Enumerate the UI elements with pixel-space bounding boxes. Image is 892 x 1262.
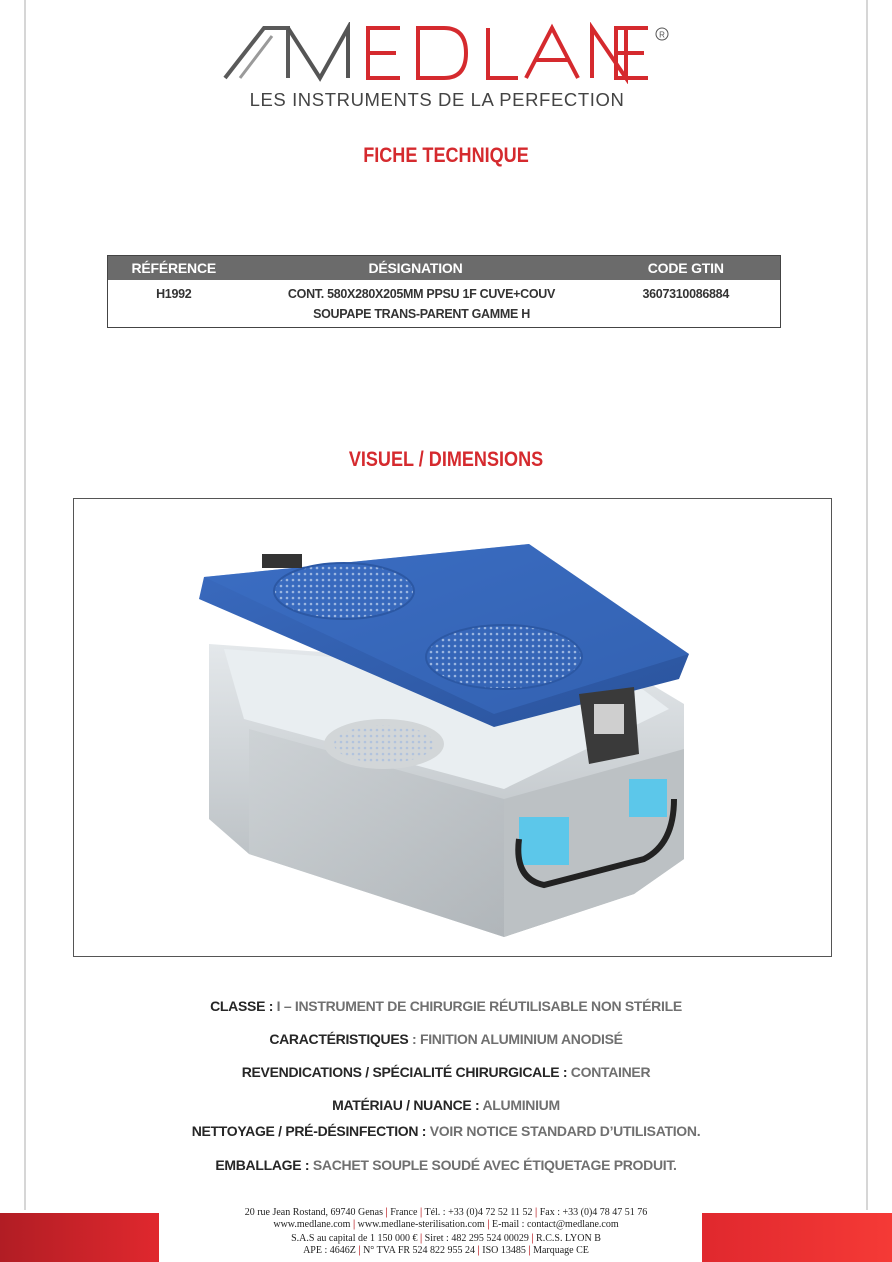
- email-link[interactable]: E-mail : contact@medlane.com: [491, 1219, 619, 1230]
- product-reference-table: [107, 255, 781, 328]
- header-designation: DÉSIGNATION: [240, 256, 592, 281]
- spec-emballage: EMBALLAGE : SACHET SOUPLE SOUDÉ AVEC ÉTIQUETAGE PRODUIT.: [215, 1157, 677, 1173]
- footer-red-bar-right: [702, 1213, 892, 1262]
- spec-materiau: MATÉRIAU / NUANCE : ALUMINIUM: [332, 1097, 560, 1113]
- footer-registration-line: APE : 4646Z | N° TVA FR 524 822 955 24 | ISO 13485 | Marquage CE: [303, 1245, 589, 1256]
- spec-caracteristiques: CARACTÉRISTIQUES : FINITION ALUMINIUM ANODISÉ: [269, 1031, 623, 1047]
- medlane-logo: [222, 22, 672, 84]
- sterilization-container-image: [74, 499, 831, 956]
- footer-red-bar-left: [0, 1213, 159, 1262]
- table-header-row: [108, 256, 781, 281]
- spec-classe: CLASSE : I – INSTRUMENT DE CHIRURGIE RÉUTILISABLE NON STÉRILE: [210, 998, 682, 1014]
- footer-web-line: www.medlane.com | www.medlane-sterilisation.com | E-mail : contact@medlane.com: [273, 1219, 619, 1230]
- page-frame-left: [24, 0, 26, 1210]
- brand-tagline: LES INSTRUMENTS DE LA PERFECTION: [249, 89, 625, 110]
- spec-nettoyage: NETTOYAGE / PRÉ-DÉSINFECTION : VOIR NOTICE STANDARD D’UTILISATION.: [191, 1123, 701, 1139]
- product-visual-frame: [73, 498, 832, 957]
- page-frame-right: [866, 0, 868, 1210]
- spec-revendications: REVENDICATIONS / SPÉCIALITÉ CHIRURGICALE : CONTAINER: [241, 1064, 651, 1080]
- visuel-dimensions-title: VISUEL / DIMENSIONS: [348, 448, 544, 471]
- svg-text:R: R: [659, 30, 665, 40]
- header-reference: RÉFÉRENCE: [108, 256, 240, 281]
- sterilisation-website-link[interactable]: www.medlane-sterilisation.com: [357, 1219, 485, 1230]
- table-row: [108, 280, 781, 328]
- website-link[interactable]: www.medlane.com: [273, 1219, 351, 1230]
- footer-company-line: S.A.S au capital de 1 150 000 € | Siret : 482 295 524 00029 | R.C.S. LYON B: [291, 1233, 601, 1244]
- cell-designation: CONT. 580X280X205MM PPSU 1F CUVE+COUV SOUPAPE TRANS-PARENT GAMME H: [287, 287, 556, 321]
- cell-gtin: 3607310086884: [642, 287, 729, 301]
- footer-address-line: 20 rue Jean Rostand, 69740 Genas | France | Tél. : +33 (0)4 72 52 11 52 | Fax : +33 (0)4 78 47 51 76: [244, 1207, 648, 1218]
- fiche-technique-title: FICHE TECHNIQUE: [363, 144, 529, 167]
- cell-reference: H1992: [156, 287, 192, 301]
- header-gtin: CODE GTIN: [592, 256, 781, 281]
